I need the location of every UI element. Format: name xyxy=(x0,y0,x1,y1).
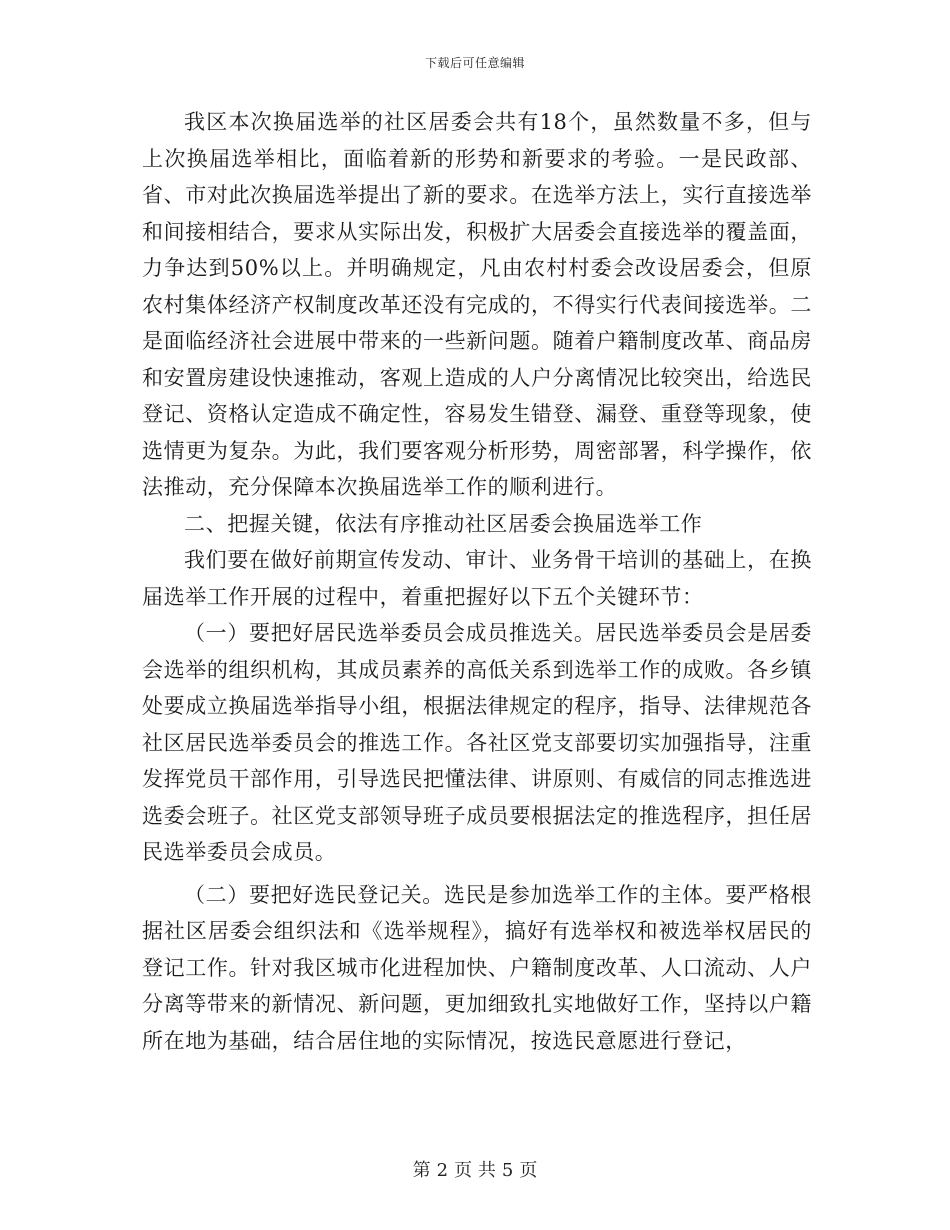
page-footer xyxy=(0,1156,950,1182)
paragraph-item-1: （一）要把好居民选举委员会成员推选关。居民选举委员会是居委会选举的组织机构，其成员素养的高低关系到选举工作的成败。各乡镇处要成立换届选举指导小组，根据法律规定的程序，指导、法律规范各社区居民选举委员会的推选工作。各社区党支部要切实加强指导，注重发挥党员干部作用，引导选民把懂法律、讲原则、有威信的同志推选进选委会班子。社区党支部领导班子成员要根据法定的推选程序，担任居民选举委员会成员。 xyxy=(142,621,812,864)
footer-middle: 页 共 xyxy=(454,1160,496,1181)
page-header xyxy=(0,54,950,71)
document-body xyxy=(142,104,812,1059)
header-text: 下载后可任意编辑 xyxy=(424,56,525,70)
footer-suffix: 页 xyxy=(519,1160,538,1181)
footer-prefix: 第 xyxy=(412,1160,431,1181)
footer-total-pages: 5 xyxy=(501,1160,514,1181)
paragraph-item-2: （二）要把好选民登记关。选民是参加选举工作的主体。要严格根据社区居委会组织法和《选举规程》，搞好有选举权和被选举权居民的登记工作。针对我区城市化进程加快、户籍制度改革、人口流动、人户分离等带来的新情况、新问题，更加细致扎实地做好工作，坚持以户籍所在地为基础，结合居住地的实际情况，按选民意愿进行登记， xyxy=(142,882,812,1053)
section-heading-2: 二、把握关键，依法有序推动社区居委会换届选举工作 xyxy=(184,511,703,536)
footer-page-number: 2 xyxy=(436,1160,449,1181)
paragraph-key-links-intro: 我们要在做好前期宣传发动、审计、业务骨干培训的基础上，在换届选举工作开展的过程中，着重把握好以下五个关键环节： xyxy=(142,548,812,609)
paragraph-situation: 我区本次换届选举的社区居委会共有18个，虽然数量不多，但与上次换届选举相比，面临着新的形势和新要求的考验。一是民政部、省、市对此次换届选举提出了新的要求。在选举方法上，实行直接选举和间接相结合，要求从实际出发，积极扩大居委会直接选举的覆盖面，力争达到50%以上。并明确规定，凡由农村村委会改设居委会，但原农村集体经济产权制度改革还没有完成的，不得实行代表间接选举。二是面临经济社会进展中带来的一些新问题。随着户籍制度改革、商品房和安置房建设快速推动，客观上造成的人户分离情况比较突出，给选民登记、资格认定造成不确定性，容易发生错登、漏登、重登等现象，使选情更为复杂。为此，我们要客观分析形势，周密部署，科学操作，依法推动，充分保障本次换届选举工作的顺利进行。 xyxy=(142,110,812,499)
